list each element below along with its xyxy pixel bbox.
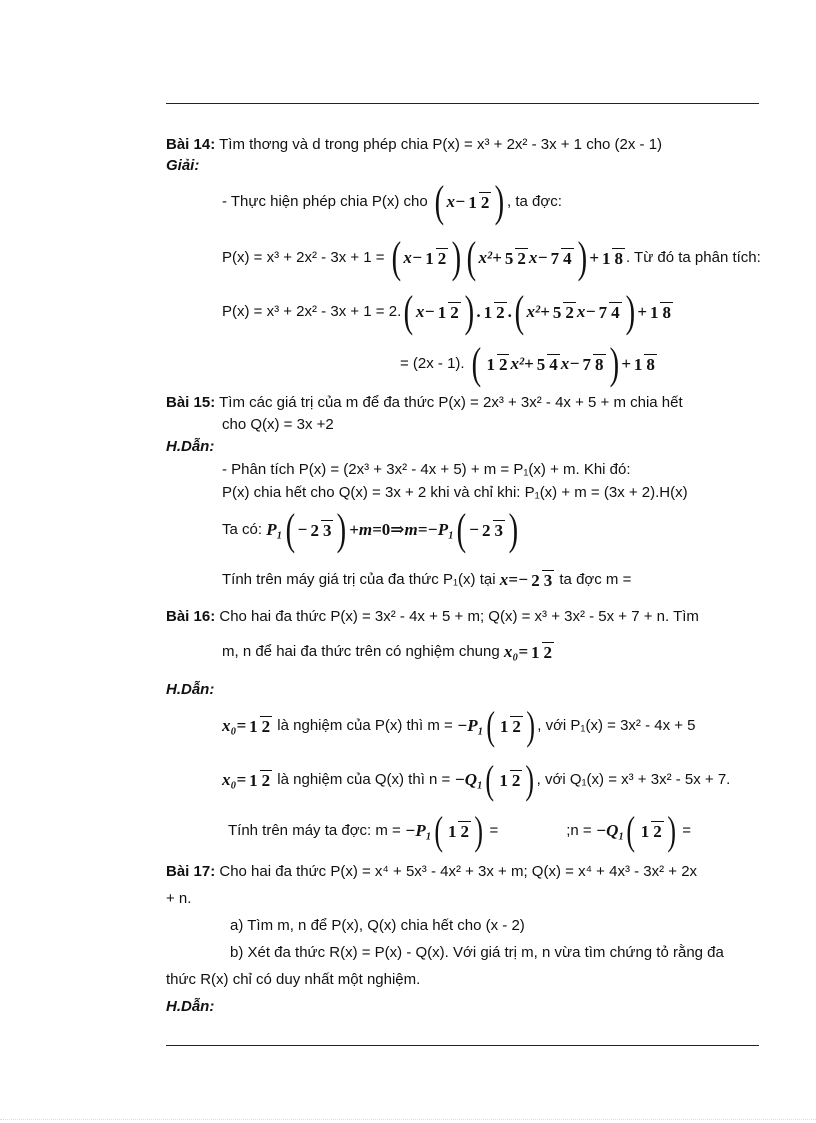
exercise-14-step-3: P(x) = x³ + 2x² - 3x + 1 = 2. ( x − 1 2 ) . 1 2 . ( x² + 5 2 x − 7 4 ) + 1 8 bbox=[222, 290, 674, 334]
hint-heading-16: H.Dẫn: bbox=[166, 681, 215, 698]
exercise-14-step-4: = (2x - 1). ( 1 2 x² + 5 4 x − 7 8 ) + 1 8 bbox=[400, 342, 658, 386]
formula-final-quotient: ( 1 2 x² + 5 4 x − 7 8 ) + 1 8 bbox=[471, 339, 655, 388]
exercise-17-label: Bài 17: bbox=[166, 863, 216, 880]
exercise-15-hint-4: Tính trên máy giá trị của đa thức P₁(x) tại x = − 2 3 ta đợc m = bbox=[222, 570, 632, 590]
solution-heading: Giải: bbox=[166, 157, 200, 174]
exercise-14-label: Bài 14: bbox=[166, 136, 216, 153]
footer-rule bbox=[166, 1045, 759, 1046]
exercise-16-hint-3: Tính trên máy ta đợc: m = − P₁ ( 1 2 ) = ;n = − Q₁ ( 1 2 ) = bbox=[228, 808, 691, 853]
formula-n-q1: − Q₁ ( 1 2 ) bbox=[454, 757, 535, 802]
hint-heading-15: H.Dẫn: bbox=[166, 438, 215, 455]
exercise-15-hint-2: P(x) chia hết cho Q(x) = 3x + 2 khi và chỉ khi: P₁(x) + m = (3x + 2).H(x) bbox=[222, 484, 688, 501]
exercise-14-statement bbox=[166, 135, 662, 155]
exercise-16-hint-2: x₀ = 1 2 là nghiệm của Q(x) thì n = − Q₁ ( 1 2 ) , với Q₁(x) = x³ + 3x² - 5x + 7. bbox=[222, 757, 731, 802]
formula-m-p1: − P₁ ( 1 2 ) bbox=[456, 703, 535, 748]
exercise-16-hint-1: x₀ = 1 2 là nghiệm của P(x) thì m = − P₁ ( 1 2 ) , với P₁(x) = 3x² - 4x + 5 bbox=[222, 703, 696, 748]
exercise-15-statement: Bài 15: Tìm các giá trị của m để đa thức P(x) = 2x³ + 3x² - 4x + 5 + m chia hết bbox=[166, 394, 683, 411]
exercise-16-label: Bài 16: bbox=[166, 608, 216, 625]
exercise-17-part-a: a) Tìm m, n để P(x), Q(x) chia hết cho (x - 2) bbox=[230, 917, 525, 934]
exercise-14-step-2: P(x) = x³ + 2x² - 3x + 1 = ( x − 1 2 ) ( x² + 5 2 x − 7 4 ) + 1 8 . Từ đó ta phân tích: bbox=[222, 233, 761, 282]
exercise-15-hint-3: Ta có: P₁ ( − 2 3 ) + m = 0 ⇒ m = − P₁ ( − 2 3 ) bbox=[222, 508, 521, 552]
exercise-17-part-b: b) Xét đa thức R(x) = P(x) - Q(x). Với giá trị m, n vừa tìm chứng tỏ rằng đa bbox=[230, 944, 724, 961]
exercise-14-text: Tìm thơng và d trong phép chia P(x) = x³ + 2x² - 3x + 1 cho (2x - 1) bbox=[219, 136, 663, 153]
formula-x0: x₀ = 1 2 bbox=[503, 642, 553, 662]
exercise-16-statement-cont: m, n để hai đa thức trên có nghiệm chung x₀ = 1 2 bbox=[222, 632, 555, 672]
exercise-15-statement-cont: cho Q(x) = 3x +2 bbox=[222, 416, 334, 433]
formula-division-result: ( x − 1 2 ) ( x² + 5 2 x − 7 4 ) + 1 8 bbox=[391, 233, 623, 282]
header-rule bbox=[166, 103, 759, 104]
formula-x-value: x = − 2 3 bbox=[499, 570, 553, 590]
exercise-14-step-1: - Thực hiện phép chia P(x) cho ( x − 1 2 ) , ta đợc: bbox=[222, 177, 562, 226]
exercise-15-hint-1: - Phân tích P(x) = (2x³ + 3x² - 4x + 5) + m = P₁(x) + m. Khi đó: bbox=[222, 461, 631, 478]
exercise-16-statement: Bài 16: Cho hai đa thức P(x) = 3x² - 4x + 5 + m; Q(x) = x³ + 3x² - 5x + 7 + n. Tìm bbox=[166, 608, 699, 625]
exercise-17-statement-cont: + n. bbox=[166, 890, 192, 907]
formula-factored: ( x − 1 2 ) . 1 2 . ( x² + 5 2 x − 7 4 ) + 1 8 bbox=[403, 287, 671, 336]
exercise-17-statement: Bài 17: Cho hai đa thức P(x) = x⁴ + 5x³ - 4x² + 3x + m; Q(x) = x⁴ + 4x³ - 3x² + 2x bbox=[166, 863, 698, 880]
page-bottom-dotted-line bbox=[0, 1119, 816, 1120]
exercise-17-part-b-cont: thức R(x) chỉ có duy nhất một nghiệm. bbox=[166, 971, 421, 988]
formula-divisor: ( x − 1 2 ) bbox=[434, 177, 505, 226]
formula-m-value: P₁ ( − 2 3 ) + m = 0 ⇒ m = − P₁ ( − 2 3 ) bbox=[266, 505, 519, 554]
hint-heading-17: H.Dẫn: bbox=[166, 998, 215, 1015]
exercise-15-label: Bài 15: bbox=[166, 394, 216, 411]
